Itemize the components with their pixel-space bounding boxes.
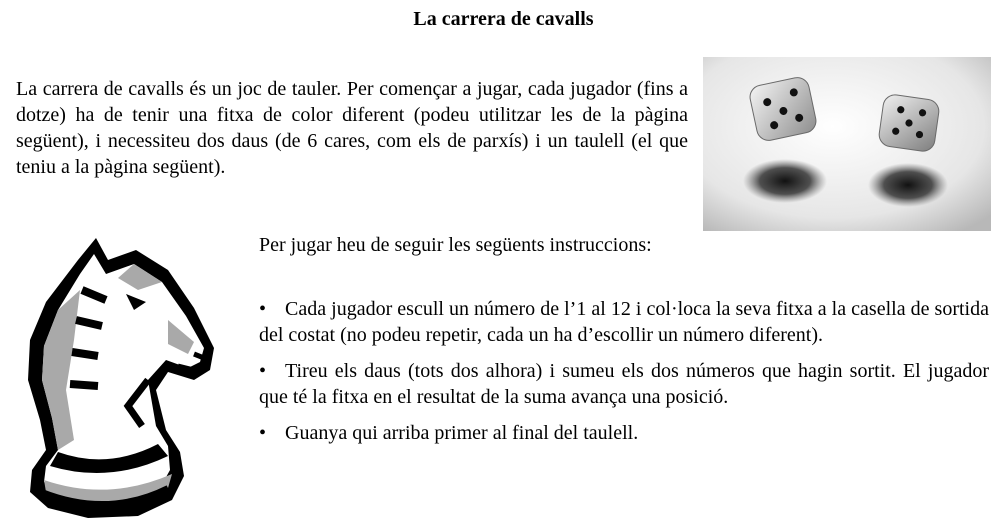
bullet-icon: • [259, 298, 267, 320]
die-right [878, 93, 941, 152]
bullet-icon: • [259, 360, 267, 382]
list-item [259, 358, 989, 410]
bullet-icon: • [259, 422, 267, 444]
instructions-list [259, 296, 989, 456]
instructions-lead: Per jugar heu de seguir les següents instruccions: [259, 234, 652, 256]
instruction-text: Guanya qui arriba primer al final del taulell. [285, 422, 639, 444]
instruction-text: Tireu els daus (tots dos alhora) i sumeu els dos números que hagin sortit. El jugador que té la fitxa en el resultat de la suma avança una posició. [259, 360, 989, 408]
intro-paragraph: La carrera de cavalls és un joc de tauler. Per començar a jugar, cada jugador (fins a dotze) ha de tenir una fitxa de color diferent (podeu utilitzar les de la pàgina següent), i necessiteu dos daus (de 6 cares, com els de parxís) i un taulell (el que teniu a la pàgina següent). [16, 78, 688, 178]
list-item [259, 296, 989, 348]
instruction-text: Cada jugador escull un número de l’1 al 12 i col·loca la seva fitxa a la casella de sortida del costat (no podeu repetir, cada un ha d’escollir un número diferent). [259, 298, 989, 346]
list-item [259, 420, 989, 446]
dice-photo [703, 57, 991, 231]
die-left [748, 75, 818, 142]
document-title: La carrera de cavalls [413, 8, 594, 30]
chess-knight-icon [18, 230, 218, 520]
